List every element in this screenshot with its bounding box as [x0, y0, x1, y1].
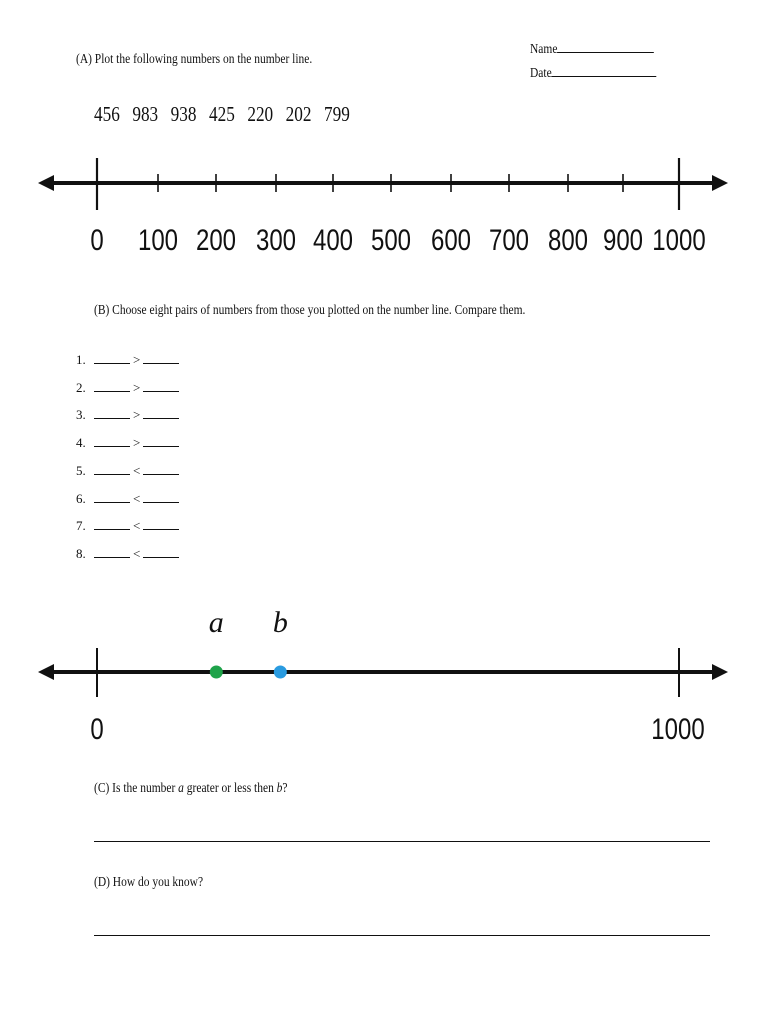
comparison-row	[76, 407, 179, 423]
comparison-row	[76, 491, 179, 507]
part-a-instruction: (A) Plot the following numbers on the number line.	[76, 52, 313, 67]
right-blank[interactable]	[143, 547, 179, 558]
number-item: 425	[209, 102, 235, 126]
number-item: 220	[247, 102, 274, 126]
right-blank[interactable]	[143, 519, 179, 530]
number-item: 202	[285, 102, 312, 126]
name-label: Name	[530, 42, 558, 57]
comparison-row	[76, 546, 179, 562]
right-blank[interactable]	[143, 408, 179, 419]
left-blank[interactable]	[94, 436, 130, 447]
row-number: 5.	[76, 462, 86, 478]
left-arrow-icon	[38, 175, 54, 191]
number-item: 799	[324, 102, 350, 126]
tick-label: 700	[488, 224, 530, 257]
start-label: 0	[90, 713, 104, 746]
part-c-prefix: (C) Is the number	[94, 781, 179, 796]
right-blank[interactable]	[143, 492, 179, 503]
comparison-row	[76, 380, 179, 396]
tick-label: 200	[195, 224, 237, 257]
end-label: 1000	[651, 713, 705, 746]
tick-label: 100	[137, 224, 179, 257]
part-c-suffix: ?	[282, 781, 288, 796]
part-d-answer-line[interactable]	[94, 934, 710, 936]
number-item: 938	[170, 102, 197, 126]
part-c-answer-line[interactable]	[94, 840, 710, 842]
comparison-operator: <	[133, 462, 141, 478]
right-blank[interactable]	[143, 436, 179, 447]
comparison-row	[76, 518, 179, 534]
right-blank[interactable]	[143, 353, 179, 364]
comparison-row	[76, 352, 179, 368]
row-number: 6.	[76, 490, 86, 506]
left-blank[interactable]	[94, 547, 130, 558]
point-b-label: b	[272, 606, 288, 639]
right-blank[interactable]	[143, 381, 179, 392]
tick-label: 500	[370, 224, 412, 257]
comparison-operator: <	[133, 518, 141, 534]
tick-label: 300	[255, 224, 297, 257]
tick-label: 600	[430, 224, 472, 257]
part-c-question	[94, 781, 288, 797]
tick-label: 900	[602, 224, 644, 257]
comparison-operator: <	[133, 545, 141, 561]
left-blank[interactable]	[94, 353, 130, 364]
comparison-operator: >	[133, 435, 141, 451]
left-blank[interactable]	[94, 408, 130, 419]
tick-label: 400	[312, 224, 354, 257]
part-c-var-b: b	[276, 781, 283, 796]
row-number: 8.	[76, 545, 86, 561]
tick-label: 800	[547, 224, 589, 257]
right-blank[interactable]	[143, 464, 179, 475]
comparison-operator: >	[133, 379, 141, 395]
tick-label: 0	[90, 224, 104, 257]
row-number: 4.	[76, 435, 86, 451]
right-arrow-icon	[712, 664, 728, 680]
point-a[interactable]	[210, 666, 223, 679]
row-number: 7.	[76, 518, 86, 534]
row-number: 2.	[76, 379, 86, 395]
number-item: 983	[132, 102, 159, 126]
comparison-row	[76, 463, 179, 479]
point-b[interactable]	[274, 666, 287, 679]
row-number: 3.	[76, 407, 86, 423]
point-a-label: a	[208, 606, 224, 639]
part-c-var-a: a	[178, 781, 184, 796]
part-b-instruction: (B) Choose eight pairs of numbers from those you plotted on the number line. Compare them.	[94, 303, 526, 318]
row-number: 1.	[76, 352, 86, 367]
number-item: 456	[94, 102, 120, 126]
right-arrow-icon	[712, 175, 728, 191]
part-d-question: (D) How do you know?	[94, 875, 204, 890]
left-blank[interactable]	[94, 464, 130, 475]
comparison-operator: >	[133, 352, 141, 367]
left-arrow-icon	[38, 664, 54, 680]
comparison-operator: <	[133, 490, 141, 506]
left-blank[interactable]	[94, 492, 130, 503]
left-blank[interactable]	[94, 519, 130, 530]
left-blank[interactable]	[94, 381, 130, 392]
comparison-row	[76, 435, 179, 451]
date-label: Date	[530, 66, 552, 81]
tick-label: 1000	[652, 224, 706, 257]
comparison-operator: >	[133, 407, 141, 423]
part-c-middle: greater or less then	[183, 781, 277, 796]
